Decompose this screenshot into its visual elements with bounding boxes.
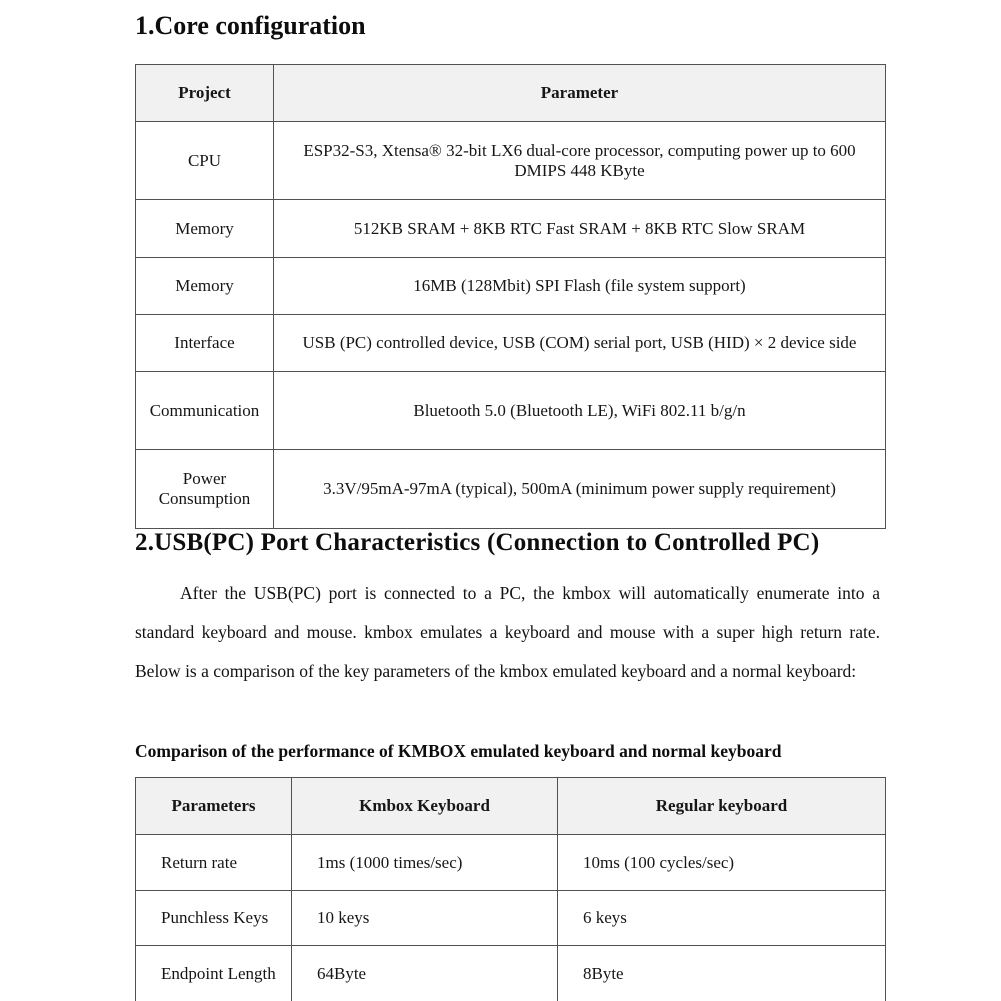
table-row [136,946,886,1001]
keyboard-comparison-table [135,777,886,1001]
core-configuration-table [135,64,886,529]
core-cell-parameter: Bluetooth 5.0 (Bluetooth LE), WiFi 802.11 b/g/n [274,372,886,450]
comparison-header-parameters: Parameters [136,778,292,835]
core-cell-parameter: USB (PC) controlled device, USB (COM) serial port, USB (HID) × 2 device side [274,315,886,372]
core-cell-parameter: 16MB (128Mbit) SPI Flash (file system support) [274,258,886,315]
comparison-cell-regular: 8Byte [558,946,886,1001]
comparison-cell-regular: 6 keys [558,891,886,946]
comparison-cell-kmbox: 10 keys [292,891,558,946]
section-1-title: 1.Core configuration [135,11,366,40]
core-cell-project: Memory [136,200,274,258]
table-row [136,200,886,258]
comparison-table-caption: Comparison of the performance of KMBOX emulated keyboard and normal keyboard [135,741,782,761]
core-cell-parameter: 3.3V/95mA-97mA (typical), 500mA (minimum power supply requirement) [274,450,886,529]
comparison-cell-kmbox: 1ms (1000 times/sec) [292,835,558,891]
table-row [136,372,886,450]
table-row [136,258,886,315]
core-cell-project: CPU [136,122,274,200]
core-cell-project: Interface [136,315,274,372]
core-cell-project: Communication [136,372,274,450]
section-2-title: 2.USB(PC) Port Characteristics (Connection to Controlled PC) [135,529,820,556]
table-row [136,450,886,529]
core-header-project: Project [136,65,274,122]
table-row [136,835,886,891]
comparison-cell-parameter: Punchless Keys [136,891,292,946]
core-table-header-row [136,65,886,122]
intro-paragraph: After the USB(PC) port is connected to a PC, the kmbox will automatically enumerate into a standard keyboard and mouse. kmbox emulates a keyboard and mouse with a super high return rate. Below is a comparison of the key parameters of the kmbox emulated keyboard and a normal keyboard: [135,583,880,681]
comparison-header-kmbox: Kmbox Keyboard [292,778,558,835]
comparison-cell-regular: 10ms (100 cycles/sec) [558,835,886,891]
core-cell-project: Power Consumption [136,450,274,529]
table-row [136,315,886,372]
comparison-table-header-row [136,778,886,835]
core-header-parameter: Parameter [274,65,886,122]
comparison-cell-parameter: Endpoint Length [136,946,292,1001]
table-row [136,891,886,946]
table-row [136,122,886,200]
comparison-cell-kmbox: 64Byte [292,946,558,1001]
comparison-header-regular: Regular keyboard [558,778,886,835]
core-cell-parameter: ESP32-S3, Xtensa® 32-bit LX6 dual-core processor, computing power up to 600 DMIPS 448 KByte [274,122,886,200]
core-cell-project: Memory [136,258,274,315]
comparison-cell-parameter: Return rate [136,835,292,891]
core-cell-parameter: 512KB SRAM + 8KB RTC Fast SRAM + 8KB RTC Slow SRAM [274,200,886,258]
